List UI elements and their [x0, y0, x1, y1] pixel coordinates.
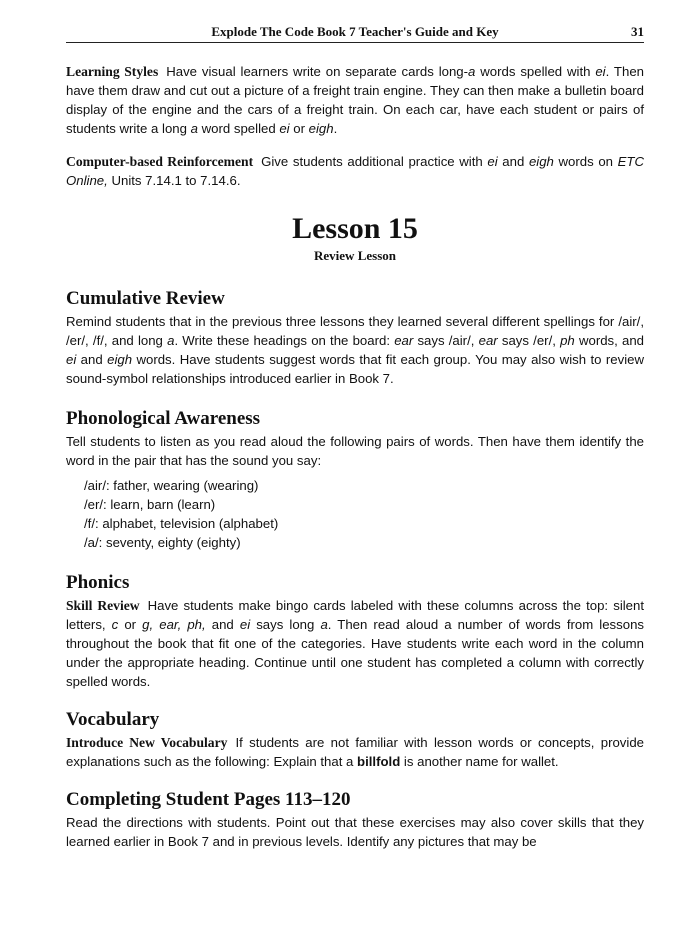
- completing-pages-paragraph: Read the directions with students. Point out that these exercises may also cover skills that they learned earlier in Book 7 and in previous levels. Identify any pictures that may be: [66, 815, 644, 849]
- vocab-word: billfold: [357, 754, 401, 769]
- cr-text: says /air/,: [413, 333, 479, 348]
- voc-text: If students are not familiar with lesson words or concepts, provide explanations such as the following: Explain that a: [66, 735, 645, 769]
- vocabulary-paragraph: [66, 733, 644, 771]
- cr-text: ph: [560, 333, 575, 348]
- cb-text: ETC Online,: [66, 154, 645, 188]
- ph-text: or: [118, 617, 143, 632]
- cr-text: ear: [478, 333, 498, 348]
- ls-text: eigh: [308, 121, 334, 136]
- cb-text: Units 7.14.1 to 7.14.6.: [107, 173, 241, 188]
- computer-runin: Computer-based Reinforcement: [66, 154, 254, 169]
- cb-text: words on: [553, 154, 618, 169]
- cumulative-review-heading: Cumulative Review: [66, 288, 225, 309]
- ls-text: .: [333, 121, 338, 136]
- ph-text: a: [320, 617, 328, 632]
- sound-pairs-list: [84, 476, 644, 552]
- page-content: [66, 62, 644, 851]
- completing-pages-heading: Completing Student Pages 113–120: [66, 789, 351, 810]
- learning-styles-runin: Learning Styles: [66, 64, 159, 79]
- running-header: [66, 22, 644, 43]
- ph-text: c: [111, 617, 119, 632]
- cr-text: ear: [394, 333, 414, 348]
- cb-text: Give students additional practice with: [261, 154, 488, 169]
- header-title: Explode The Code Book 7 Teacher's Guide and Key: [211, 24, 499, 39]
- phonics-heading: Phonics: [66, 572, 130, 593]
- phonological-awareness-heading: Phonological Awareness: [66, 408, 261, 429]
- ls-text: words spelled with: [475, 64, 596, 79]
- ph-text: . Then read aloud a number of words from lessons throughout the book that fit one of the categories. Have students write each word in the column under the appropriate heading. Continue until one student has completed a column with correctly spelled words.: [66, 617, 645, 689]
- cr-text: . Write these headings on the board:: [174, 333, 395, 348]
- ls-text: word spelled: [197, 121, 280, 136]
- ph-text: g, ear, ph,: [142, 617, 206, 632]
- ls-text: or: [289, 121, 309, 136]
- vocabulary-heading: Vocabulary: [66, 709, 160, 730]
- list-item: /a/: seventy, eighty (eighty): [84, 535, 241, 550]
- list-item: /air/: father, wearing (wearing): [84, 478, 259, 493]
- ls-text: . Then have them draw and cut out a picture of a freight train engine. They can then make a bulletin board display of the engine and the cars of a freight train. On each car, have each student or pairs of students write a long: [66, 64, 644, 136]
- ls-text: a: [468, 64, 476, 79]
- list-item: /er/: learn, barn (learn): [84, 497, 216, 512]
- lesson-subtitle: Review Lesson: [314, 248, 396, 263]
- learning-styles-paragraph: [66, 62, 644, 138]
- ph-text: says long: [250, 617, 321, 632]
- cb-text: ei: [487, 154, 498, 169]
- cb-text: and: [497, 154, 529, 169]
- ls-text: ei: [595, 64, 606, 79]
- cr-text: and: [76, 352, 108, 367]
- cr-text: a: [167, 333, 175, 348]
- cr-text: words. Have students suggest words that fit each group. You may also wish to review sound-symbol relationships introduced earlier in Book 7.: [66, 352, 644, 386]
- ls-text: ei: [279, 121, 290, 136]
- cr-text: Remind students that in the previous three lessons they learned several different spellings for /air/, /er/, /f/, and long: [66, 314, 644, 348]
- cr-text: ei: [66, 352, 77, 367]
- skill-review-paragraph: [66, 596, 644, 691]
- cumulative-review-paragraph: [66, 312, 644, 388]
- cr-text: says /er/,: [497, 333, 561, 348]
- ph-text: ei: [239, 617, 251, 632]
- ls-text: Have visual learners write on separate cards long-: [166, 64, 469, 79]
- page-number: 31: [631, 24, 644, 39]
- computer-reinforcement-paragraph: [66, 152, 644, 190]
- lesson-title-block: [66, 212, 644, 264]
- ls-text: a: [190, 121, 198, 136]
- ph-text: Have students make bingo cards labeled with these columns across the top: silent letters,: [66, 598, 645, 632]
- lesson-title: Lesson 15: [292, 212, 418, 245]
- cr-text: words, and: [574, 333, 644, 348]
- voc-text: is another name for wallet.: [400, 754, 559, 769]
- ph-text: and: [205, 617, 240, 632]
- skill-review-runin: Skill Review: [66, 598, 140, 613]
- list-item: /f/: alphabet, television (alphabet): [84, 516, 279, 531]
- cr-text: eigh: [107, 352, 133, 367]
- phonological-intro: Tell students to listen as you read aloud the following pairs of words. Then have them identify the word in the pair that has the sound you say:: [66, 434, 644, 468]
- vocabulary-runin: Introduce New Vocabulary: [66, 735, 228, 750]
- cb-text: eigh: [528, 154, 554, 169]
